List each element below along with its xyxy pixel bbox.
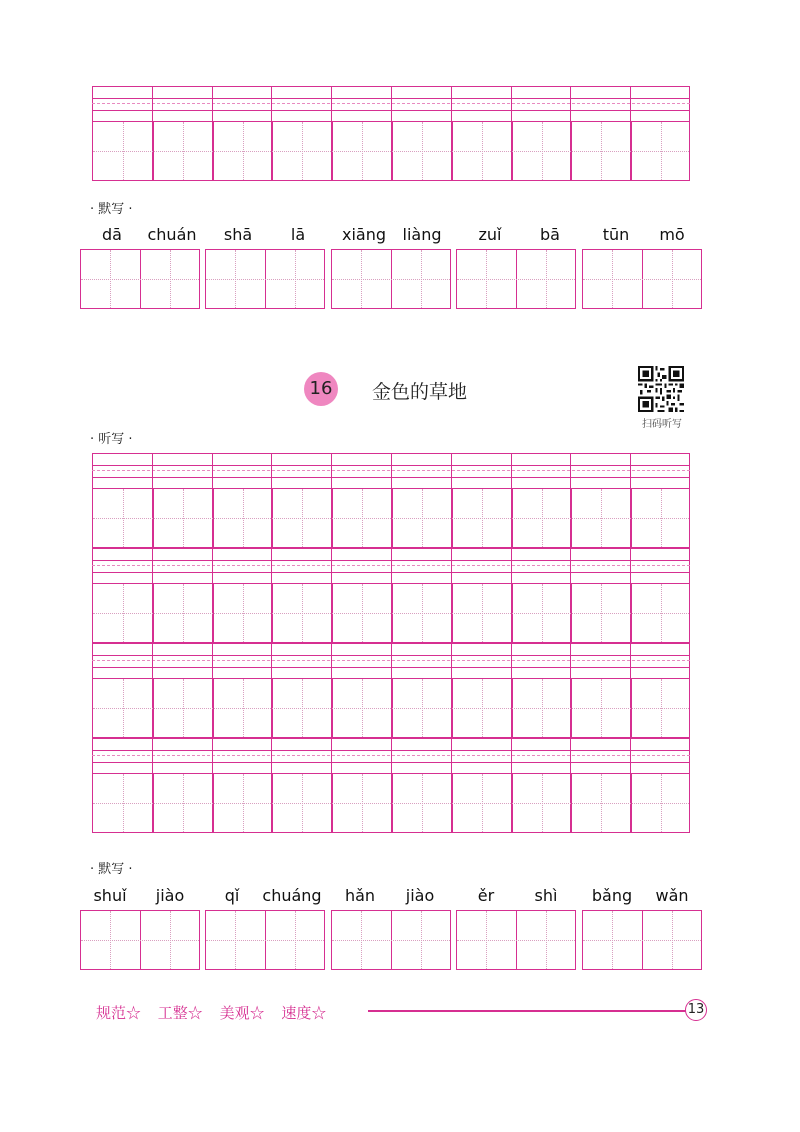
pinyin-prompt: bǎng	[591, 886, 633, 905]
grid-band	[92, 453, 690, 548]
pinyin-prompts-bottom	[80, 886, 702, 908]
pinyin-prompt: hǎn	[344, 886, 376, 905]
pinyin-prompt: liàng	[402, 225, 442, 244]
pinyin-writing-row	[92, 738, 690, 773]
grid-band	[92, 86, 690, 181]
pinyin-writing-row	[92, 86, 690, 121]
grid-band	[92, 738, 690, 833]
answer-box[interactable]	[80, 910, 200, 970]
rating-beautiful[interactable]: 美观☆	[219, 1004, 265, 1022]
rating-neat[interactable]: 工整☆	[157, 1004, 203, 1022]
footer-divider	[368, 1010, 686, 1012]
page-number: 13	[685, 999, 707, 1021]
pinyin-writing-row	[92, 453, 690, 488]
pinyin-prompt: shuǐ	[93, 886, 127, 905]
self-rating	[96, 1002, 338, 1023]
pinyin-prompt: mō	[659, 225, 685, 244]
answer-box[interactable]	[331, 249, 451, 309]
hanzi-writing-row	[92, 488, 690, 548]
pinyin-writing-row	[92, 548, 690, 583]
answer-box[interactable]	[456, 249, 576, 309]
lesson-title: 金色的草地	[372, 381, 468, 403]
qr-caption: 扫码听写	[642, 419, 682, 430]
answer-box[interactable]	[205, 249, 325, 309]
answer-box[interactable]	[582, 910, 702, 970]
answer-box[interactable]	[456, 910, 576, 970]
pinyin-prompt: lā	[290, 225, 306, 244]
lesson-number-badge: 16	[304, 372, 338, 406]
hanzi-writing-row	[92, 583, 690, 643]
pinyin-writing-row	[92, 643, 690, 678]
pinyin-prompt: jiào	[155, 886, 185, 905]
pinyin-prompt: jiào	[405, 886, 435, 905]
pinyin-prompt: qǐ	[224, 886, 240, 905]
pinyin-prompt: wǎn	[655, 886, 689, 905]
hanzi-writing-row	[92, 773, 690, 833]
pinyin-prompt: dā	[102, 225, 122, 244]
pinyin-prompt: zuǐ	[478, 225, 502, 244]
rating-speed[interactable]: 速度☆	[281, 1004, 327, 1022]
answer-box[interactable]	[80, 249, 200, 309]
pinyin-prompt: shì	[534, 886, 558, 905]
hanzi-writing-row	[92, 121, 690, 181]
pinyin-prompt: chuán	[147, 225, 197, 244]
rating-standard[interactable]: 规范☆	[96, 1004, 142, 1022]
pinyin-prompt: tūn	[602, 225, 630, 244]
silent-writing-label-top: · 默写 ·	[90, 202, 133, 217]
dictation-label: · 听写 ·	[90, 432, 133, 447]
pinyin-prompt: chuáng	[262, 886, 322, 905]
answer-box[interactable]	[582, 249, 702, 309]
hanzi-writing-row	[92, 678, 690, 738]
qr-code-icon[interactable]	[638, 366, 684, 412]
answer-box[interactable]	[205, 910, 325, 970]
pinyin-prompt: xiāng	[341, 225, 386, 244]
grid-band	[92, 643, 690, 738]
dictation-grid	[92, 453, 690, 833]
grid-band	[92, 548, 690, 643]
pinyin-prompt: ěr	[477, 886, 495, 905]
pinyin-prompts-top	[80, 225, 702, 247]
pinyin-prompt: shā	[223, 225, 253, 244]
silent-writing-label-bottom: · 默写 ·	[90, 862, 133, 877]
pinyin-prompt: bā	[540, 225, 560, 244]
answer-box[interactable]	[331, 910, 451, 970]
dictation-grid-top	[92, 86, 690, 181]
